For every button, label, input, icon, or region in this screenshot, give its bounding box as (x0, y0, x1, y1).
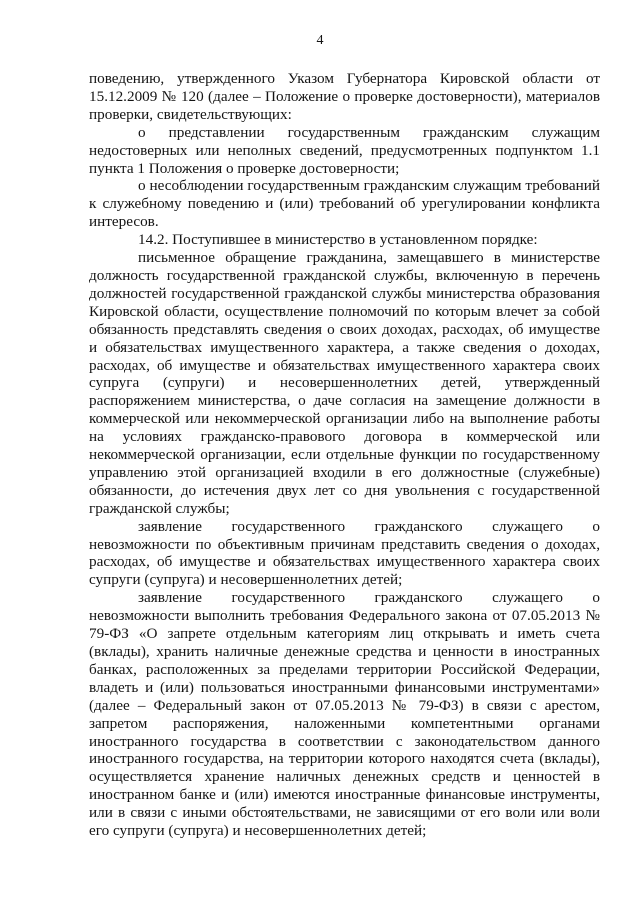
paragraph-written-appeal: письменное обращение гражданина, замещавшего в министерстве должность государственной гражданской службы, включенную в перечень должностей государственной гражданской службы министерства образования Кировской области, осуществление полномочий по которым влечет за собой обязанность представлять сведения о своих доходах, расходах, об имуществе и обязательствах имущественного характера, а также сведения о доходах, расходах, об имуществе и обязательствах имущественного характера своих супруга (супруги) и несовершеннолетних детей, утвержденный распоряжением министерства, о даче согласия на замещение должности в коммерческой или некоммерческой организации либо на выполнение работы на условиях гражданско-правового договора в коммерческой или некоммерческой организации, если отдельные функции по государственному управлению этой организацией входили в его должностные (служебные) обязанности, до истечения двух лет со дня увольнения с государственной гражданской службы; (89, 249, 600, 517)
document-body (89, 70, 600, 840)
paragraph-statement-income: заявление государственного гражданского служащего о невозможности по объективным причинам представить сведения о доходах, расходах, об имуществе и обязательствах имущественного характера своих супруги (супруга) и несовершеннолетних детей; (89, 517, 600, 589)
paragraph-item-noncompliance: о несоблюдении государственным гражданским служащим требований к служебному поведению и (или) требований об урегулировании конфликта интересов. (89, 177, 600, 231)
paragraph-section-14-2: 14.2. Поступившее в министерство в установленном порядке: (138, 231, 538, 249)
paragraph-statement-federal-law: заявление государственного гражданского служащего о невозможности выполнить требования Федерального закона от 07.05.2013 № 79-ФЗ «О запрете отдельным категориям лиц открывать и иметь счета (вклады), хранить наличные денежные средства и ценности в иностранных банках, расположенных за пределами территории Российской Федерации, владеть и (или) пользоваться иностранными финансовыми инструментами» (далее – Федеральный закон от 07.05.2013 № 79-ФЗ) в связи с арестом, запретом распоряжения, наложенными компетентными органами иностранного государства в соответствии с законодательством данного иностранного государства, на территории которого находятся счета (вклады), осуществляется хранение наличных денежных средств и ценностей в иностранном банке и (или) имеются иностранные финансовые инструменты, или в связи с иными обстоятельствами, не зависящими от его воли или воли его супруги (супруга) и несовершеннолетних детей; (89, 589, 600, 840)
paragraph-item-misrepresentation: о представлении государственным гражданским служащим недостоверных или неполных сведений, предусмотренных подпунктом 1.1 пункта 1 Положения о проверке достоверности; (89, 123, 600, 177)
page-number: 4 (316, 33, 324, 48)
paragraph-continuation: поведению, утвержденного Указом Губернатора Кировской области от 15.12.2009 № 120 (далее – Положение о проверке достоверности), материалов проверки, свидетельствующих: (89, 70, 600, 123)
